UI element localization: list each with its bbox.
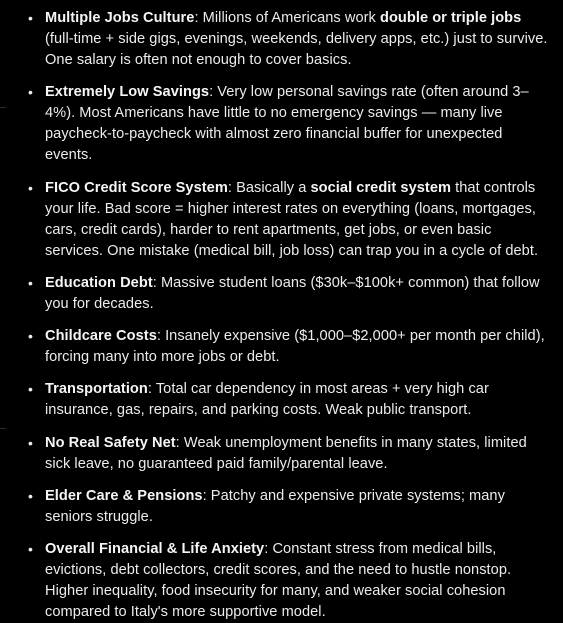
item-heading-text: Transportation xyxy=(45,381,148,398)
list-item xyxy=(28,8,553,71)
list-item xyxy=(28,273,553,315)
edge-divider xyxy=(0,107,6,108)
bullet-dot-icon: • xyxy=(28,328,33,345)
item-heading-text: Elder Care & Pensions xyxy=(45,488,203,505)
item-heading-text: double or triple jobs xyxy=(379,10,522,26)
list-item xyxy=(28,82,553,166)
bullet-dot-icon: • xyxy=(28,434,33,451)
item-body-text: : Millions of Americans work xyxy=(194,10,380,26)
list-item xyxy=(28,379,553,421)
item-heading-text: No Real Safety Net xyxy=(45,434,176,451)
list-item xyxy=(28,539,553,623)
edge-divider xyxy=(0,428,6,429)
bullet-dot-icon: • xyxy=(28,84,33,101)
bullet-dot-icon: • xyxy=(28,274,33,291)
item-heading-text: FICO Credit Score System xyxy=(45,179,228,196)
item-body-text: : Total car dependency in most areas + very high car insurance, gas, repairs, and parking costs. Weak public transport. xyxy=(45,381,489,419)
bullet-dot-icon: • xyxy=(28,488,33,505)
bullet-dot-icon: • xyxy=(28,541,33,558)
item-body-text: : Basically a xyxy=(227,179,311,196)
bullet-dot-icon: • xyxy=(28,179,33,196)
bullet-list xyxy=(28,8,553,623)
item-body-text: that controls your life. Bad score = higher interest rates on everything (loans, mortgages, cars, credit cards), harder to rent apartments, get jobs, or even basic services. One mistake (medical bill, job loss) can trap you in a cycle of debt. xyxy=(45,179,539,259)
item-heading-text: Multiple Jobs Culture xyxy=(45,10,195,26)
bullet-dot-icon: • xyxy=(28,10,33,26)
item-body-text: (full-time + side gigs, evenings, weekends, delivery apps, etc.) just to survive. One salary is often not enough to cover basics. xyxy=(45,31,548,68)
item-body-text: : Insanely expensive ($1,000–$2,000+ per month per child), forcing many into more jobs or debt. xyxy=(45,328,545,366)
list-item xyxy=(28,326,553,368)
item-heading-text: social credit system xyxy=(310,179,452,196)
list-item xyxy=(28,486,553,528)
list-item xyxy=(28,178,553,262)
item-heading-text: Education Debt xyxy=(45,274,153,291)
list-item xyxy=(28,433,553,475)
bullet-dot-icon: • xyxy=(28,381,33,398)
item-heading-text: Childcare Costs xyxy=(45,328,157,345)
item-heading-text: Overall Financial & Life Anxiety xyxy=(45,541,265,558)
item-body-text: : Constant stress from medical bills, evictions, debt collectors, credit scores, and the need to hustle nonstop. Higher inequality, food insecurity for many, and weaker social cohesion compared to Italy's more supportive model. xyxy=(45,541,512,621)
item-body-text: : Very low personal savings rate (often around 3–4%). Most Americans have little to no emergency savings — many live paycheck-to-paycheck with almost zero financial buffer for unexpected events. xyxy=(45,84,529,164)
item-body-text: : Massive student loans ($30k–$100k+ common) that follow you for decades. xyxy=(45,274,540,312)
item-heading-text: Extremely Low Savings xyxy=(45,84,210,101)
item-body-text: : Weak unemployment benefits in many states, limited sick leave, no guaranteed paid family/parental leave. xyxy=(45,434,527,472)
item-body-text: : Patchy and expensive private systems; many seniors struggle. xyxy=(45,488,505,526)
